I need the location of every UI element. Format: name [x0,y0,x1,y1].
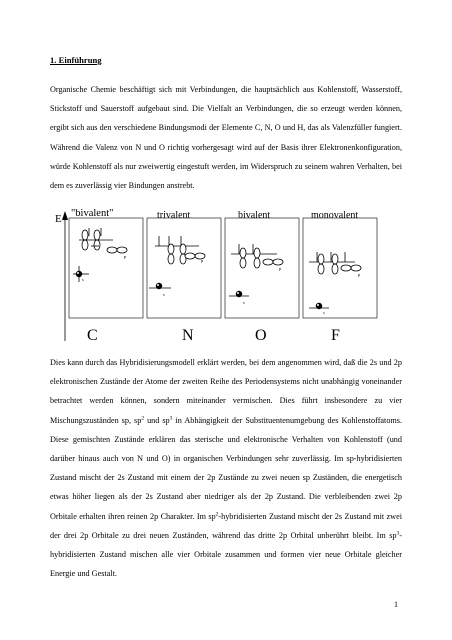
valence-label-o: bivalent [238,210,271,221]
intro-paragraph: Organische Chemie beschäftigt sich mit Verbindungen, die hauptsächlich aus Kohlenstoff, Wasserstoff, Stickstoff und Sauerstoff aufgebaut sind. Die Vielfalt an Verbindungen, die so erzeugt werden können, ergibt sich aus den verschiedene Bindungsmodi der Elemente C, N, O und H, das als Valenzfüller fungiert. Während die Valenz von N und O richtig vorhergesagt wird auf der Basis ihrer Elektronenkonfiguration, würde Kohlenstoff als nur zweiwertig eingestuft werden, im Widerspruch zu seinem wahren Verhalten, bei dem es zuverlässig vier Bindungen anstrebt. [50,85,402,191]
element-label-n: N [182,327,194,344]
hybridization-paragraph: Dies kann durch das Hybridisierungsmodell erklärt werden, bei dem angenommen wird, daß die 2s und 2p elektronischen Zustände der Atome der zweiten Reihe des Periodensystems nicht unabhängig voneinander betrachtet werden können, sondern miteinander vermischen. Dies führt insbesondere zu vier Mischungszuständen sp, $sp^2$ und $sp^3$ in Abhängigkeit der Substituentenumgebung des Kohlenstoffatoms. Diese gemischten Zustände erklären das sterische und elektronische Verhalten von Kohlenstoff (und darüber hinaus auch von N und O) in organischen Verbindungen sehr zuverlässig. Im sp-hybridisierten Zustand mischt der 2s Zustand mit einem der 2p Zustände zu zwei neuen sp Zuständen, die energetisch etwas höher liegen als der 2s Zustand aber niedriger als der 2p Zustand. Die verbleibenden zwei 2p Orbitale erhalten ihren reinen 2p Charakter. Im $sp^2$-hybridisierten Zustand mischt der 2s Zustand mit zwei der drei 2p Orbitale zu drei neuen Zuständen, während das dritte 2p Orbital unberührt bleibt. Im $sp^3$-hybridisierten Zustand mischen alle vier Orbitale zusammen und formen vier neue Orbitale gleicher Energie und Gestalt. [50,358,403,579]
svg-text:s: s [163,292,165,297]
energy-axis-arrow [62,211,68,220]
element-label-c: C [87,327,98,344]
carbon-orbitals [73,228,127,282]
valence-label-c: "bivalent" [71,208,114,219]
panel-frame-c [69,218,143,318]
fluorine-orbitals [309,252,361,315]
valence-label-f: monovalent [311,210,359,221]
nitrogen-orbitals [149,236,205,297]
element-label-o: O [255,327,267,344]
oxygen-orbitals [229,244,283,305]
svg-text:p: p [358,272,361,277]
panel-frame-n [147,218,221,318]
page-number: 1 [394,600,398,609]
panel-frame-o [225,218,299,318]
valence-label-n: trivalent [157,210,191,221]
svg-text:p: p [201,258,204,263]
energy-axis-label: E [55,213,62,225]
orbital-diagram [55,206,400,346]
element-label-f: F [331,327,340,344]
svg-text:s: s [82,277,84,282]
panel-frame-f [303,218,377,318]
svg-text:s: s [243,300,245,305]
svg-text:s: s [323,310,325,315]
svg-text:p: p [279,266,282,271]
section-heading: 1. Einführung [50,55,102,65]
svg-text:p: p [124,254,127,259]
